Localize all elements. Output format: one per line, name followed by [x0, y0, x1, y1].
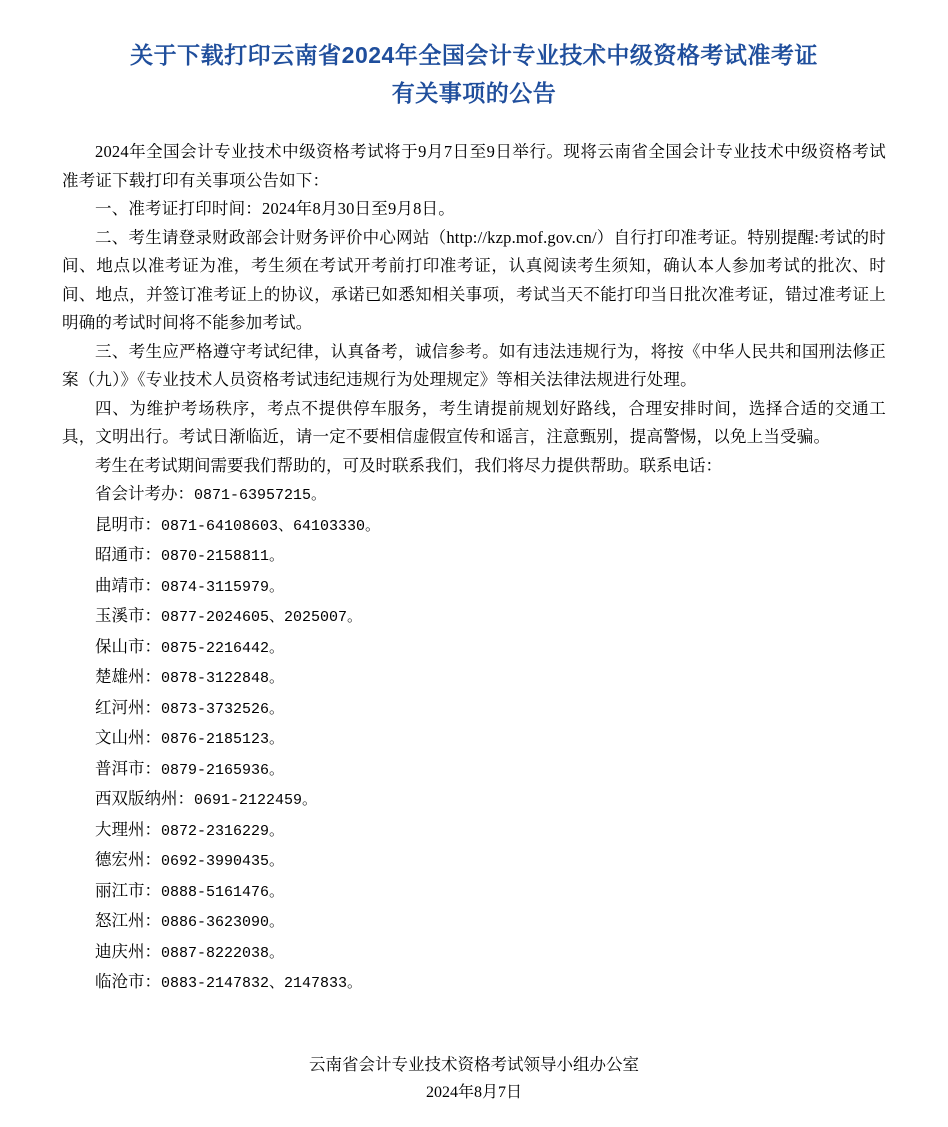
page-title-line-1: 关于下载打印云南省2024年全国会计专业技术中级资格考试准考证	[130, 42, 818, 68]
contact-region: 西双版纳州：	[95, 789, 194, 808]
page-title	[62, 36, 886, 112]
list-item	[62, 877, 886, 908]
list-item	[62, 694, 886, 725]
contact-region: 玉溪市：	[95, 606, 161, 625]
contact-region: 昆明市：	[95, 514, 161, 534]
signature-office: 云南省会计专业技术资格考试领导小组办公室	[309, 1054, 639, 1074]
list-item	[62, 480, 886, 511]
paragraph-item-2: 二、考生请登录财政部会计财务评价中心网站（http://kzp.mof.gov.cn/）自行打印准考证。特别提醒:考试的时间、地点以准考证为准，考生须在考试开考前打印准考证，认真阅读考生须知，确认本人参加考试的批次、时间、地点，并签订准考证上的协议，承诺已如悉知相关事项，考试当天不能打印当日批次准考证，错过准考证上明确的考试时间将不能参加考试。	[62, 227, 886, 332]
paragraph-item-4: 四、为维护考场秩序，考点不提供停车服务，考生请提前规划好路线，合理安排时间，选择合适的交通工具，文明出行。考试日渐临近，请一定不要相信虚假宣传和谣言，注意甄别，提高警惕，以免上当受骗。	[62, 398, 886, 446]
document-body	[62, 138, 886, 999]
contact-region: 红河州：	[95, 697, 161, 717]
contact-region: 省会计考办：	[95, 484, 194, 503]
page-title-line-2: 有关事项的公告	[391, 80, 557, 106]
contact-region: 文山州：	[95, 728, 161, 747]
contact-region: 丽江市：	[95, 880, 161, 900]
contact-number: 0872-2316229。	[161, 822, 285, 840]
contact-intro: 考生在考试期间需要我们帮助的，可及时联系我们，我们将尽力提供帮助。联系电话：	[95, 455, 722, 475]
list-item	[62, 816, 886, 847]
list-item	[62, 633, 886, 664]
contact-number: 0874-3115979。	[161, 578, 285, 596]
contact-number: 0886-3623090。	[161, 914, 285, 931]
list-item	[62, 785, 886, 816]
list-item	[62, 541, 886, 572]
contact-region: 怒江州：	[95, 911, 161, 930]
list-item	[62, 968, 886, 999]
paragraph-intro: 2024年全国会计专业技术中级资格考试将于9月7日至9日举行。现将云南省全国会计专业技术中级资格考试准考证下载打印有关事项公告如下：	[62, 142, 886, 190]
list-item	[62, 938, 886, 969]
contact-region: 保山市：	[95, 636, 161, 656]
paragraph-item-1: 一、准考证打印时间：2024年8月30日至9月8日。	[95, 199, 455, 218]
contact-number: 0692-3990435。	[161, 853, 285, 870]
list-item	[62, 755, 886, 786]
list-item	[62, 846, 886, 877]
contact-region: 曲靖市：	[95, 575, 161, 595]
list-item	[62, 663, 886, 694]
contact-region: 临沧市：	[95, 972, 161, 991]
contact-number: 0883-2147832、2147833。	[161, 975, 363, 992]
contact-number: 0875-2216442。	[161, 639, 285, 657]
contact-number: 0888-5161476。	[161, 883, 285, 901]
contact-number: 0871-64108603、64103330。	[161, 517, 381, 535]
list-item	[62, 511, 886, 542]
contact-region: 昭通市：	[95, 545, 161, 564]
list-item	[62, 572, 886, 603]
contact-number: 0876-2185123。	[161, 731, 285, 748]
contact-number: 0871-63957215。	[194, 487, 327, 504]
contact-region: 迪庆州：	[95, 941, 161, 961]
contact-number: 0870-2158811。	[161, 548, 285, 565]
contact-number: 0887-8222038。	[161, 944, 285, 962]
list-item	[62, 907, 886, 938]
contact-number: 0691-2122459。	[194, 792, 318, 809]
contact-region: 德宏州：	[95, 850, 161, 869]
contact-region: 大理州：	[95, 819, 161, 839]
contact-number: 0878-3122848。	[161, 670, 285, 687]
paragraph-item-3: 三、考生应严格遵守考试纪律，认真备考，诚信参考。如有违法违规行为，将按《中华人民共和国刑法修正案（九）》《专业技术人员资格考试违纪违规行为处理规定》等相关法律法规进行处理。	[62, 341, 886, 389]
contact-number: 0877-2024605、2025007。	[161, 609, 363, 626]
contact-number: 0873-3732526。	[161, 700, 285, 718]
contact-region: 楚雄州：	[95, 667, 161, 686]
contact-number: 0879-2165936。	[161, 761, 285, 779]
signature-date: 2024年8月7日	[425, 1083, 522, 1101]
signature-block	[62, 1051, 886, 1107]
contact-region: 普洱市：	[95, 758, 161, 778]
list-item	[62, 724, 886, 755]
list-item	[62, 602, 886, 633]
contact-list	[62, 480, 886, 999]
